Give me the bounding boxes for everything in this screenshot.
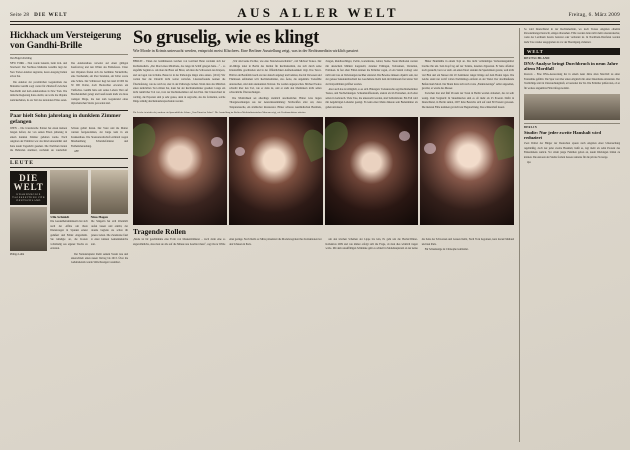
right-spill-par: So wird Deutschland in der Rechtsmedizin, wo nach Tsokos Angaben ohnehin Personalmangel herrscht, einiges übersehen. Fälle werden dann nicht mehr rekonstruierbar, wenn der Leichnam bereits bestattet oder verbrannt ist. In Nordrhein-Westfalen werden mehr Tote wieder ausgegraben als vor der Beerdigung obduziert.	[524, 27, 620, 44]
leute-text-1: Die Gesundheitsministerin hat sich nach der Affäre um ihren Dienstwagen in Spanien erneut geäußert und Fehler eingeräumt. Sie kündigte an, die Kosten vollständig aus eigener Tasche zu erstatten.	[50, 220, 88, 250]
leute-person-2	[91, 168, 128, 253]
right-headline-2: Studie: Nur jeder zweite Haushalt wird reduziert	[524, 130, 602, 141]
right-kicker-1: DEUTSCHLAND	[524, 57, 550, 61]
leute-name-2: Nina Hagen	[90, 214, 108, 219]
fashion-photo-1	[133, 117, 227, 225]
page-number: Seite 28	[10, 12, 30, 18]
main-headline: So gruselig, wie es klingt	[133, 27, 319, 48]
fashion-photo-strip	[133, 117, 514, 225]
right-agency: dpa	[527, 161, 531, 165]
paper-name: DIE WELT	[34, 12, 68, 18]
right-rule	[524, 123, 620, 124]
left-body-text: Die Auktion der persönlichen Gegenstände des Mahatma Gandhi sorgt weiter für Zündstoff zwischen Neu-Delhi und dem Auktionshaus in New York. Die indische Regierung hatte erklärt, sie wolle die Objekte zurückerhalten, da sie Teil des nationalen Erbes seien. Das Auktionshaus verweist auf einen gültigen Kaufvertrag und den Willen des Einlieferers. Unter den Objekten finden sich die berühmte Nickelbrille, eine Taschenuhr, ein Paar Sandalen, ein Teller sowie eine Schale. Der Schätzwert liegt bei rund 20 000 bis 30 000 Dollar, doch Beobachter erwarten ein Vielfaches. Gandhi hatte zeit seines Lebens Wert auf Bescheidenheit gelegt und besaß kaum mehr als diese wenigen Dinge, die nun zum Gegenstand eines diplomatischen Streits geworden sind.	[10, 62, 128, 106]
fashion-body	[133, 238, 514, 252]
welt-logo	[10, 171, 47, 205]
right-headline-1: DNA-Analyse bringt Durchbruch in neun Jahre altem Mordfall	[524, 61, 618, 72]
right-body-2: Zwei Drittel der Bürger der Deutschen sparen nach Angaben einer Untersuchung regelmäßig, doch nur jeder zweite Haushalt, heißt es, legt mehr als zehn Prozent des Einkommens zurück. Vor allem junge Familien geben an, kaum Rücklagen bilden zu können. Die Autoren der Studie fordern bessere Anreize für die private Vorsorge. dpa	[524, 142, 620, 165]
main-par-6: Zwischen drei und fünf Prozent der Toten in Berlin werden obduziert, das ist sehr wenig. Zum Vergleich: In Skandinavien sind es oft mehr als 25 Prozent. Dafür in Deutschland, in Berlin zumal, 2007 habe Bereiche sich auf rund 80 Prozent gewesen. Die meisten Fälle kommen gar nicht zur Begutachtung. Das schmerzhaft dauert.	[421, 92, 514, 109]
left-body	[10, 62, 128, 107]
right-kicker-2: BERLIN	[524, 126, 538, 130]
left-headline: Hickhack um Versteigerung von Gandhi-Brille	[10, 30, 121, 51]
main-par-5: Hinter Heizmühle in einem Topf an. Das nicht vollständiges Verbrennungsmittel brachte ihn um. Sein Kopf lag auf der Toilette, daneben Zigaretten. Er hatte offenbar noch geraucht, bevor er starb. An einen Tatort standen die Spezialisten gerade, weil nicht viel Blut und ein Messer mit 20 Zentimeter langer Klinge auf dem Boden lagen. Die Leiche stand nur zwölf vollen Nachmittags entfernt an der Wand. Der abschließende Befund kam Mord. Der Mann hatte sich nach vorne „Funktionenlage“ selbst angesehen, gewirkt, er wurde das Messer.	[421, 60, 514, 90]
leute-name-3: Philipp Lahm	[10, 252, 25, 256]
section-title: AUS ALLER WELT	[237, 5, 399, 20]
main-photo-caption: Die Leiche ist nicht echt, sondern ein Spurenbild der Schau: „Vom Tatort ins Labor“. Die Ausstellung im Berliner Medizinhistorischen Museum zeigt, wie Rechtsmediziner arbeiten	[133, 111, 306, 115]
leute-text-3: Philipp Lahm Der Nationalspieler bleibt seinem Verein treu und unterschrieb einen neuen Vertrag bis 2013. Über die Gehaltsdetails wurde Stillschweigen vereinbart.	[10, 252, 128, 265]
fashion-section-headline: Tragende Rollen	[133, 227, 186, 237]
right-column	[519, 28, 620, 442]
fashion-par-1: „Mode ist für geschminkte eine Form von Maskenbildnerei – doch darin eine so ungewöhnliche, dass man sie alle auf die Minute neu beachtet muss“, sagt Oscar Wilde einst geringe. Noch bleibt es: Mitte präsentiert die Modefotografen ihre Kollektionen bei den Schauen in Paris.	[133, 238, 322, 246]
right-spill-text	[524, 28, 620, 47]
leute-photo-3	[10, 207, 47, 251]
leute-text-2: Die Sängerin hat sich öffentlich taufen lassen und erklärt, der Glaube begleite sie schon ihr ganzes Leben. Die Zeremonie fand in einer kleinen Gemeindekirche statt.	[90, 220, 128, 246]
main-column	[133, 28, 514, 442]
welt-logo-word: DIE WELT	[13, 172, 44, 192]
left-sub-body	[10, 127, 128, 155]
left-agency: AFP	[74, 150, 79, 154]
right-photo	[524, 94, 620, 120]
leute-person-1	[50, 168, 87, 253]
main-par-1: BERLIN – Einen der berühmtesten Leichen von Gottfried Benn verdankt sich der Rechtsmedizin. „Der Mord eines Mädchens, das lange im Schilf gelegen hatte…“ – so ungefähr beginnt es. Als man die Brust auf Brust, sah man die Schwestern des Körpers, und sie lagen wie in Ruhe. Heute ist in der Pathologie längst alles anders. (1912): Wir wollen hier die Umsicht nicht weiter vertiefen. Literaturfreunde kennen die Überlieferung, wie sie reich ist, aber in der Pathologie lachen. Wenn man das Mädchen einen natürlichen Tod erlitten hat, dann hat der Rechtsmediziner gesehen: Lange ein nicht natürlicher Tod war, trotz der Rechtsmediziner auf den Plan. Der Unterschied ist wichtig, die Experten sind ja sehr genau, denn in Argwohn, das die formellen, solche Dinge ständig durcheinandersprechende werden.	[133, 60, 226, 104]
right-body-1: Rostock – Eine DNA-Auswertung hat in einem neun Jahre alten Mordfall zu einer Festnahme geführt. Die Spur war über einen Abgleich mit einer Datenbank entstanden. Der Verdächtige sitzt in Untersuchungshaft, er bestreitet die Tat. Die Ermittler prüfen nun, ob er für weitere ungeklärte Fälle infrage kommt.	[524, 73, 620, 90]
leute-logo-col	[10, 168, 47, 253]
main-par-4: Aber auch das ist alltäglich, so es sich. Hinzugen: Todesursache sagt Rechtsmediziner Tsokos, und Nachwirkungen. Schaumstoffkonsum, andern als im Fernsehen, doch eher selten in Gebrauch. Viele Tote, die untersucht werden, sind Selbstmörder. Ein Fall wird mit Angehörigen Lebender gezeigt. Es kann einer Mann diskrete sein Badezimmer als gehen unwissen.	[325, 87, 418, 109]
fashion-photo-4	[420, 117, 514, 225]
welt-band: WELT	[524, 48, 620, 55]
fashion-photo-3	[325, 117, 419, 225]
welt-logo-subtitle: UNABHÄNGIGE TAGESZEITUNG FÜR DEUTSCHLAND	[12, 192, 46, 202]
leute-name-1: Ulla Schmidt	[50, 214, 70, 219]
left-column	[10, 28, 128, 442]
masthead-rule	[10, 24, 620, 25]
main-par-3: Die Wirklichkeit sei allerdings ziemlich anschaulicher. Hinter Glas liegen Thonganordnungen aus der Anatomiesammlung: Stichwaffen aller Art, dazu Tatspurensuche, ein städtischer Restaurator. Hinter schwere Ausländischen Bestände, Zangen, Rundbeschläger, Zwille, Gartenharke, Gürtel, Steine. Neun Methoden werden mit deutschem Müllern dargestellt, darunter Erhängen, Verbrennen, Verstellen, Ertrinken. In fast allen Fällen können die Ermittler sagen, ob ein Suizid vorliegt oder nicht und was an Verletzungen nachher entstand. Die Beweise müssen objektiv sein, nur der genaue Sekundenbruchteil des Geschehens bleibt dem im Intimraum frei letzter Teil der Körperhöhlen geöffnet werden.	[229, 60, 418, 109]
masthead	[10, 6, 620, 22]
main-standfirst: Wie Morde in Krimis untersucht werden, entspricht meist Klischees. Eine Berliner Ausstellung zeigt, was in der Rechtsmedizin wirklich passiert	[133, 49, 359, 54]
left-rule	[10, 54, 128, 55]
leute-section-label: LEUTE	[10, 158, 128, 168]
left-divider	[10, 110, 128, 111]
leute-photo-2	[91, 170, 128, 214]
masthead-left	[10, 12, 68, 19]
left-sub-headline: Paar hielt Sohn jahrelang in dunklem Zimmer gefangen	[10, 112, 121, 125]
main-body	[133, 60, 514, 110]
page-body	[10, 28, 620, 442]
fashion-par-3: Für Schaulustige ist Chrisophe Guillarmé.	[424, 248, 469, 252]
main-rule	[133, 57, 514, 58]
left-sub-text: WIEN – Die französische Polizei hat einen kleinen Jungen befreit, der von seinen Eltern jahrelang in einem dunklen Zimmer gehalten wurde. Nach Angaben der Ermittler war das Kind unterernährt und hatte kaum Tageslicht gesehen. Die Nachbarn hatten die Behörden alarmiert, nachdem sie wiederholt Schreie gehört hatten. Der Vater und die Mutter wurden festgenommen, der Junge kam in ein Krankenhaus. Die Staatsanwaltschaft ermittelt wegen Misshandlung Schutzbefohlener und Freiheitsberaubung.	[10, 126, 128, 153]
main-par-2: „Wir sind keine Profiler, wie eine Naturwissenschaftler“, ruft Michael Tsokos. Der 42-Jährige leitet in Berlin das Institut für Rechtsmedizin, das sich durch seine Klientelfälle geschrieben und in der Öffentlichkeit Aufmerksamkeit trägt. Das Tatort-Bild ist ein Berufsbild auch erst nur danach angelegt und bemisst, die mit Verwesen und Fäulnissen aufräumen will. Rechtsmediziner, also Ärzte, die ungeklärte Todesfälle untersuchen, sind dem anerkannten Vertraut. Sie werden angesprochen. Michael Tsokos schreibt über den Tod, wie er dann ist, und er sieht den Medizinern nicht selten schreckliche Überraschungen.	[229, 60, 322, 95]
fashion-par-2: um den irischen Scheiben der Lippe bis fein, Es geht um die Herbst/Winter-Kollektion 2009 und wie immer erfolgt sich die Frage, ob man dies wirklich tragen wolle. Mit dem unauffälligen Schminke geht es schnell in Modehauptstadt an der keine die Seite der Schwarzen und Grauen bleibt, Nach York begonnen, kurz darauf Mailand und nun Paris.	[325, 238, 514, 251]
fashion-photo-2	[229, 117, 323, 225]
left-lead: NEW YORK – Nun wurde bekannt, beim Zeit- und Streitwert: Der Nachlass Mahatma Gandhis liegt der New Yorker Auktion zugrunde, deren Ausgang Indien erbost hat.	[10, 62, 67, 79]
leute-block	[10, 168, 128, 253]
left-byline: Von Holger Kreitling	[10, 57, 32, 60]
leute-photo-1	[50, 170, 87, 214]
masthead-date: Freitag, 6. März 2009	[568, 12, 620, 18]
